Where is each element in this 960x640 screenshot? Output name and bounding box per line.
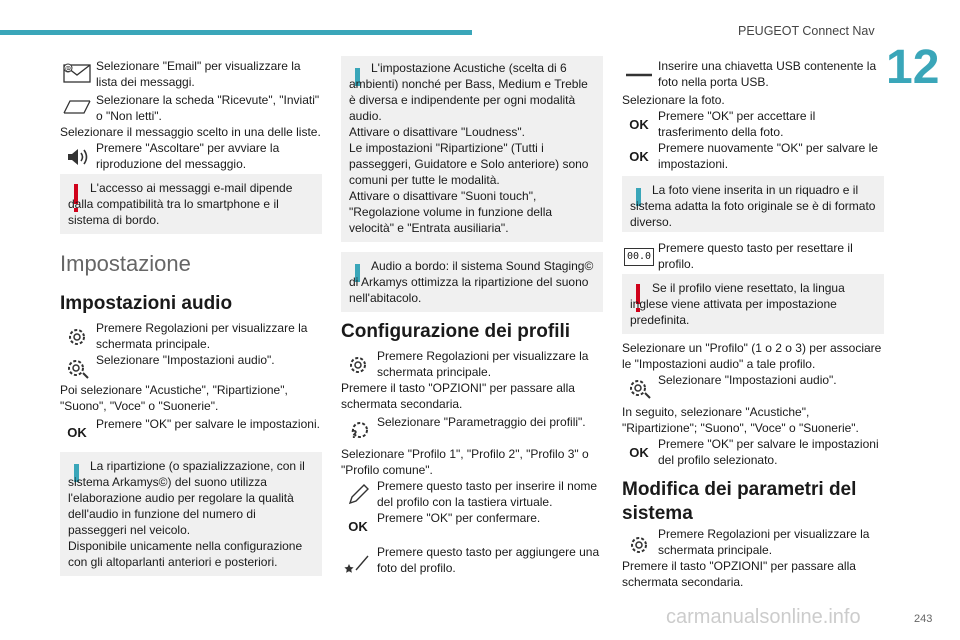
usb-instruction: Inserire una chiavetta USB contenente la foto nella porta USB. xyxy=(658,59,877,89)
warning-box-reset xyxy=(622,274,884,334)
listen-instruction: Premere "Ascoltare" per avviare la riproduzione del messaggio. xyxy=(96,141,280,171)
profilo-associate-text: Selezionare un "Profilo" (1 o 2 o 3) per associare le "Impostazioni audio" a tale profilo. xyxy=(622,341,882,371)
header-bar xyxy=(0,30,472,35)
ok-save-instruction: Premere "OK" per salvare le impostazioni. xyxy=(96,417,320,431)
speaker-icon xyxy=(60,142,94,172)
watermark: carmanualsonline.info xyxy=(666,606,861,628)
heading-impostazione: Impostazione xyxy=(60,251,191,276)
ok-button-icon: OK xyxy=(67,425,87,440)
chapter-number: 12 xyxy=(886,41,940,94)
gear-icon xyxy=(622,530,656,560)
info-acustiche-text: L'impostazione Acustiche (scelta di 6 ambienti) nonché per Bass, Medium e Treble è diversa e indipendente per ogni modalità audio. Attivare o disattivare "Loudness". Le impostazioni "Ripartizione" (Tutti i passeggeri, Guidatore e Solo anteriore) sono comuni per tutte le modalità. Attivare o disattivare "Suoni touch", "Regolazione volume in funzione della velocità" e "Entrata ausiliaria". xyxy=(349,61,589,235)
svg-text:?: ? xyxy=(351,428,358,441)
gear-audio-icon xyxy=(622,374,656,404)
poi-selezionare-text: Poi selezionare "Acustiche", "Ripartizione", "Suono", "Voce" o "Suonerie". xyxy=(60,383,288,413)
ok-button-icon: OK xyxy=(629,149,649,164)
page-number: 243 xyxy=(914,613,933,625)
reset-instruction: Premere questo tasto per resettare il profilo. xyxy=(658,241,853,271)
tab-instruction: Selezionare la scheda "Ricevute", "Inviati" o "Non letti". xyxy=(96,93,320,123)
ok-button-icon: OK xyxy=(629,117,649,132)
opzioni-instruction: Premere il tasto "OPZIONI" per passare alla schermata secondaria. xyxy=(341,381,575,411)
header-title: PEUGEOT Connect Nav xyxy=(738,24,875,38)
add-photo-icon xyxy=(341,546,375,576)
ok-profile-instruction: Premere "OK" per salvare le impostazioni del profilo selezionato. xyxy=(658,437,879,467)
gear-icon xyxy=(60,322,94,352)
warning-box-email xyxy=(60,174,322,234)
regolazioni-instruction: Premere Regolazioni per visualizzare la schermata principale. xyxy=(377,349,589,379)
heading-configurazione-profili: Configurazione dei profili xyxy=(341,321,571,342)
heading-impostazioni-audio: Impostazioni audio xyxy=(60,293,233,314)
reset-icon: 00.0 xyxy=(622,242,656,272)
gear-icon xyxy=(341,350,375,380)
profile-settings-icon xyxy=(341,416,375,446)
select-photo-text: Selezionare la foto. xyxy=(622,93,725,107)
edit-name-instruction: Premere questo tasto per inserire il nome del profilo con la tastiera virtuale. xyxy=(377,479,598,509)
profili-selection-text: Selezionare "Profilo 1", "Profilo 2", "Profilo 3" o "Profilo comune". xyxy=(341,447,589,477)
info-box-ripartizione xyxy=(60,452,322,576)
warning-email-text: L'accesso ai messaggi e-mail dipende dalla compatibilità tra lo smartphone e il sistema di bordo. xyxy=(68,181,293,227)
in-seguito-text: In seguito, selezionare "Acustiche", "Ripartizione"; "Suono", "Voce" o "Suonerie". xyxy=(622,405,859,435)
heading-modifica-parametri: Modifica dei parametri del sistema xyxy=(622,479,857,524)
add-photo-instruction: Premere questo tasto per aggiungere una foto del profilo. xyxy=(377,545,600,575)
ok-button-icon: OK xyxy=(629,445,649,460)
email-icon xyxy=(60,58,94,88)
impostazioni-audio-instruction: Selezionare "Impostazioni audio". xyxy=(658,373,837,387)
info-ripartizione-text: La ripartizione (o spazializzazione, con il sistema Arkamys©) del suono utilizza l'elaborazione audio per regolare la qualità dell'audio in funzione del numero di passeggeri nel veicolo. Disponibile unicamente nella configurazione con gli altoparlanti anteriori e posteriori. xyxy=(68,459,305,569)
pencil-icon xyxy=(341,480,375,510)
ok-save-again-instruction: Premere nuovamente "OK" per salvare le impostazioni. xyxy=(658,141,878,171)
info-photo-text: La foto viene inserita in un riquadro e il sistema adatta la foto originale se è di formato diverso. xyxy=(630,183,876,229)
info-box-sound-staging xyxy=(341,252,603,312)
ok-button-icon: OK xyxy=(348,519,368,534)
regolazioni-instruction: Premere Regolazioni per visualizzare la schermata principale. xyxy=(658,527,870,557)
warning-reset-text: Se il profilo viene resettato, la lingua inglese viene attivata per impostazione predefinita. xyxy=(630,281,845,327)
info-box-photo xyxy=(622,176,884,232)
ok-confirm-instruction: Premere "OK" per confermare. xyxy=(377,511,541,525)
svg-text:@: @ xyxy=(65,65,71,73)
email-instruction: Selezionare "Email" per visualizzare la lista dei messaggi. xyxy=(96,59,301,89)
ok-accept-instruction: Premere "OK" per accettare il trasferimento della foto. xyxy=(658,109,816,139)
info-sound-staging-text: Audio a bordo: il sistema Sound Staging© di Arkamys ottimizza la ripartizione del suono nell'abitacolo. xyxy=(349,259,594,305)
regolazioni-instruction: Premere Regolazioni per visualizzare la schermata principale. xyxy=(96,321,308,351)
usb-icon xyxy=(622,60,656,90)
parametraggio-instruction: Selezionare "Parametraggio dei profili". xyxy=(377,415,586,429)
gear-audio-icon xyxy=(60,354,94,384)
opzioni-instruction: Premere il tasto "OPZIONI" per passare alla schermata secondaria. xyxy=(622,559,856,589)
info-box-acustiche xyxy=(341,56,603,242)
impostazioni-audio-instruction: Selezionare "Impostazioni audio". xyxy=(96,353,275,367)
tab-icon xyxy=(60,92,94,122)
select-message-text: Selezionare il messaggio scelto in una delle liste. xyxy=(60,125,321,139)
